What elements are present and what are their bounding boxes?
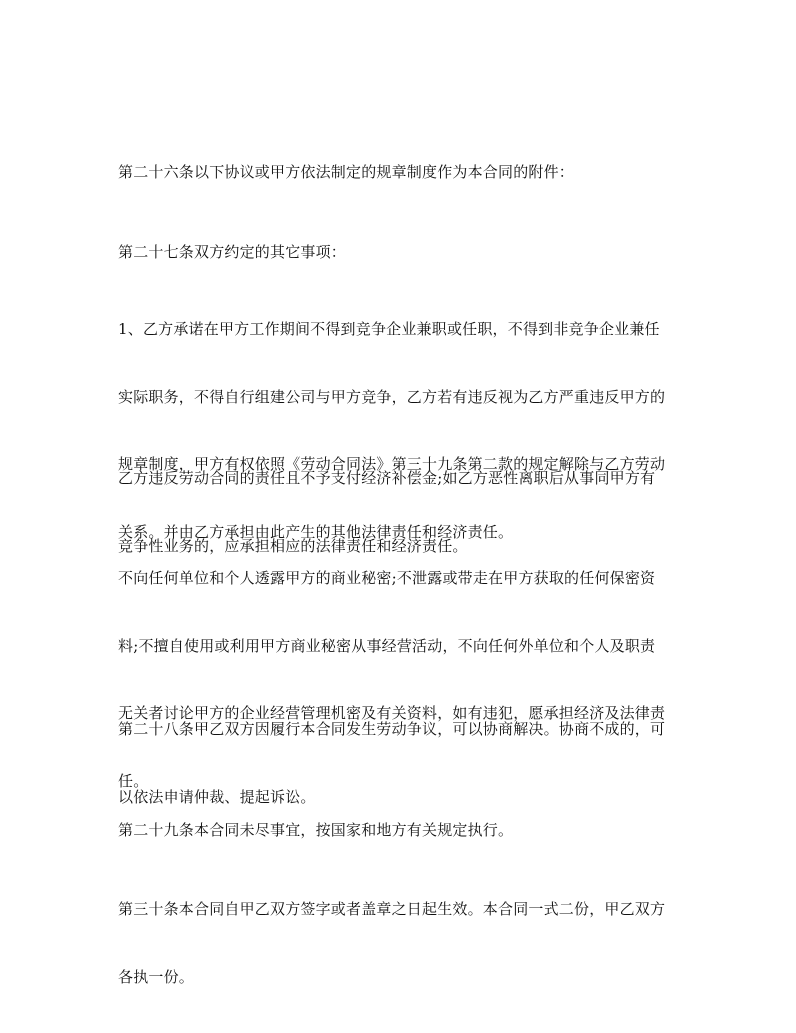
text-line: 规章制度，甲方有权依照《劳动合同法》第三十九条第二款的规定解除与乙方劳动: [118, 455, 666, 473]
text-line: 料;不擅自使用或利用甲方商业秘密从事经营活动，不向任何外单位和个人及职责: [118, 636, 656, 655]
text-line: 第三十条本合同自甲乙双方签字或者盖章之日起生效。本合同一式二份，甲乙双方: [118, 900, 666, 918]
text-line: 任。: [118, 771, 149, 790]
text-line: 关系。并由乙方承担由此产生的其他法律责任和经济责任。: [118, 522, 514, 541]
text-line: 竞争性业务的，应承担相应的法律责任和经济责任。: [118, 536, 468, 555]
text-line: 不向任何单位和个人透露甲方的商业秘密;不泄露或带走在甲方获取的任何保密资: [118, 569, 656, 587]
text-line: 以依法申请仲裁、提起诉讼。: [118, 787, 316, 806]
text-line: 第二十七条双方约定的其它事项：: [118, 243, 347, 261]
text-line: 1、乙方承诺在甲方工作期间不得到竞争企业兼职或任职，不得到非竞争企业兼任: [118, 320, 660, 338]
text-line: 无关者讨论甲方的企业经营管理机密及有关资料，如有违犯，愿承担经济及法律责: [118, 704, 666, 722]
text-line: 第二十八条甲乙双方因履行本合同发生劳动争议，可以协商解决。协商不成的，可: [118, 720, 666, 738]
text-line: 实际职务，不得自行组建公司与甲方竞争，乙方若有违反视为乙方严重违反甲方的: [118, 387, 666, 406]
text-line: 第二十六条以下协议或甲方依法制定的规章制度作为本合同的附件：: [118, 163, 575, 181]
text-line: 各执一份。: [118, 967, 195, 986]
paragraph-article-30: [118, 853, 688, 1033]
text-line: 乙方违反劳动合同的责任且不予支付经济补偿金;如乙方恶性离职后从事同甲方有: [118, 469, 656, 487]
text-line: 第二十九条本合同未尽事宜，按国家和地方有关规定执行。: [118, 821, 514, 839]
